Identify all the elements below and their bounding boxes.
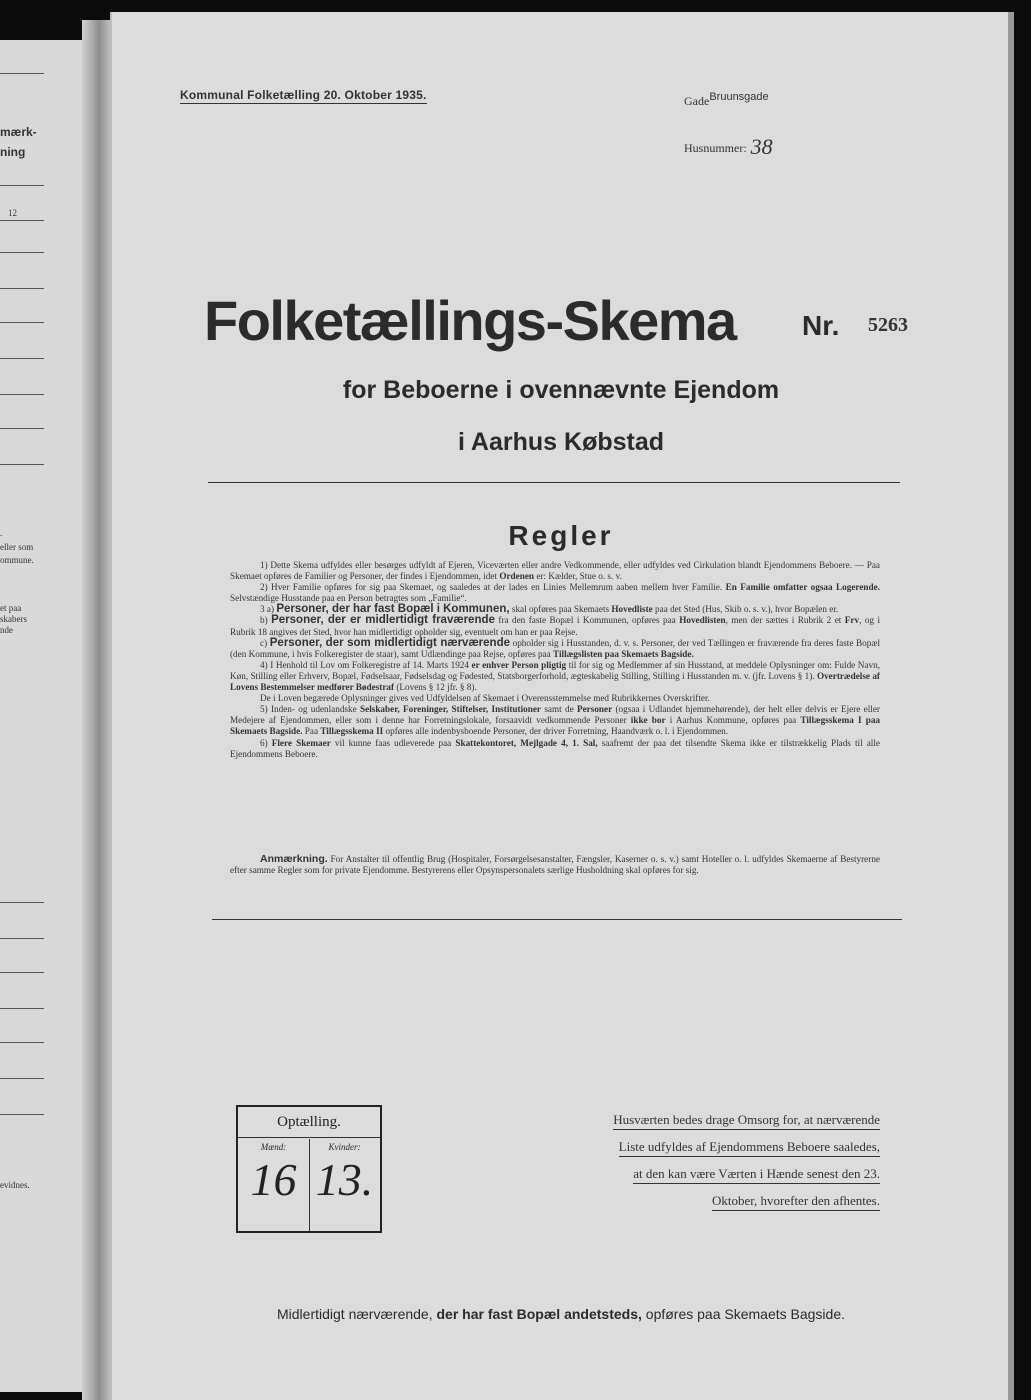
left-page-fragment: .: [0, 528, 3, 538]
form-number-label: Nr.: [802, 310, 840, 341]
left-page-rule: [0, 322, 44, 323]
rule-5: 5) Inden- og udenlandske Selskaber, Foreninger, Stiftelser, Institutioner samt de Personer (ogsaa i Udlandet hjemmehørende), der helt eller delvis er Ejere eller Medejere af Ejendommen, eller som i denne har Forretningslokale, forsaavidt vedkommende Personer ikke bor i Aarhus Kommune, opføres paa Tillægsskema I paa Skemaets Bagside. Paa Tillægsskema II opføres alle indenbysboende Personer, der driver Forretning, Haandværk o. l. i Ejendommen.: [230, 704, 881, 737]
tally-women-value: 13.: [315, 1154, 374, 1205]
left-page-fragment: mærk-: [0, 125, 37, 139]
left-page-rule: [0, 185, 44, 186]
rule-2: 2) Hver Familie opføres for sig paa Skemaet, og saaledes at der lades en Linies Mellemrum aaben mellem hver Familie. En Familie omfatter ogsaa Logerende. Selvstændige Husstande paa en Person betragtes som „Familie“.: [230, 582, 880, 604]
rule-3b: b) Personer, der er midlertidigt fraværende fra den faste Bopæl i Kommunen, opføres paa Hovedlisten, men der sættes i Rubrik 2 et Frv, og i Rubrik 18 angives det Sted, hvor han midlertidigt opholder sig, eventuelt om han er paa Rejse.: [230, 614, 881, 637]
form-subtitle: for Beboerne i ovennævnte Ejendom: [342, 376, 780, 404]
remark-label: Anmærkning.: [260, 853, 328, 865]
left-page-fragment: et paa: [0, 603, 22, 613]
left-facing-page: [0, 40, 82, 1392]
tally-men-label: Mænd:: [260, 1142, 287, 1152]
left-page-rule: [0, 394, 44, 395]
left-page-fragment: skabers: [0, 614, 27, 624]
rules-heading: Regler: [508, 520, 614, 551]
left-page-rule: [0, 1078, 44, 1079]
left-page-rule: [0, 938, 44, 939]
census-form-page: [110, 12, 1010, 1400]
host-notice-line: at den kan være Værten i Hænde senest den 23.: [633, 1166, 880, 1184]
left-page-rule: [0, 902, 44, 903]
left-page-fragment: ning: [0, 145, 26, 159]
rule-4b: De i Loven begærede Oplysninger gives ved Udfyldelsen af Skemaet i Overensstemmelse med Rubrikkernes Overskrifter.: [260, 693, 710, 704]
remark-note: [230, 854, 880, 876]
rule-4: 4) I Henhold til Lov om Folkeregistre af 14. Marts 1924 er enhver Person pligtig til for sig og Medlemmer af sin Husstand, at meddele Oplysninger om: Fulde Navn, Køn, Stilling eller Erhverv, Bopæl, Fødselsaar, Fødselsdag og Fødested, Statsborgerforhold, ægteskabelig Stilling, Stilling i Husstanden m. v. (jfr. Lovens § 1). Overtrædelse af Lovens Bestemmelser medfører Bødestraf (Lovens § 12 jfr. § 8).: [230, 659, 880, 693]
street-field: [684, 91, 769, 109]
left-page-rule: [0, 288, 44, 289]
left-page-rule: [0, 1114, 44, 1115]
left-page-fragment: ommune.: [0, 555, 34, 565]
tally-men-column: [238, 1139, 310, 1231]
form-number-value: 5263: [868, 314, 908, 336]
street-label: Gade: [684, 94, 710, 108]
book-gutter: [82, 20, 110, 1400]
tally-women-column: [309, 1139, 380, 1231]
form-location: i Aarhus Købstad: [457, 428, 665, 456]
street-value: Bruunsgade: [709, 91, 769, 103]
divider: [212, 919, 902, 920]
census-header: Kommunal Folketælling 20. Oktober 1935.: [180, 88, 427, 102]
house-number-label: Husnummer:: [684, 141, 747, 155]
host-notice-line: Liste udfyldes af Ejendommens Beboere saaledes,: [619, 1139, 880, 1157]
left-page-rule: [0, 972, 44, 973]
rule-3a: 3 a) Personer, der har fast Bopæl i Kommunen, skal opføres paa Skemaets Hovedliste paa det Sted (Hus, Skib o. s. v.), hvor Bopælen er.: [260, 603, 839, 616]
host-notice: [536, 1112, 880, 1220]
host-notice-line: Oktober, hvorefter den afhentes.: [712, 1193, 880, 1211]
tally-women-label: Kvinder:: [328, 1142, 361, 1152]
left-page-rule: [0, 464, 44, 465]
left-page-fragment: evidnes.: [0, 1180, 30, 1190]
form-title: Folketællings-Skema: [204, 289, 736, 352]
remark-text: For Anstalter til offentlig Brug (Hospitaler, Forsørgelsesanstalter, Fængsler, Kaserner o. s. v.) samt Hoteller o. l. udfyldes Skemaerne af Bestyrerne efter samme Regler som for private Ejendomme. Bestyrerens eller Opsynspersonalets særlige Husholdning skal opføres for sig.: [230, 854, 880, 876]
left-page-rule: [0, 1008, 44, 1009]
page-edge: [1008, 12, 1014, 1400]
left-page-rule: [0, 428, 44, 429]
host-notice-line: Husværten bedes drage Omsorg for, at nærværende: [613, 1112, 880, 1130]
rules-text: [230, 560, 880, 760]
house-number-field: [684, 132, 773, 158]
left-page-fragment: eller som: [0, 542, 34, 552]
rule-3c: c) Personer, der som midlertidigt nærværende opholder sig i Husstanden, d. v. s. Personer, der ved Tællingen er fraværende fra deres faste Bopæl (den Kommune, i hvis Folkeregister de staar), samt Udlændinge paa Rejse, opføres paa Tillægslisten paa Skemaets Bagside.: [230, 636, 880, 659]
left-page-rule: [0, 1042, 44, 1043]
tally-men-value: 16: [250, 1154, 297, 1205]
left-page-rule: [0, 252, 44, 253]
rule-6: 6) Flere Skemaer vil kunne faas udleverede paa Skattekontoret, Mejlgade 4, 1. Sal, saafremt der paa det tilsendte Skema ikke er tilstrækkelig Plads til alle Ejendommens Beboere.: [230, 737, 880, 759]
left-page-fragment: 12: [8, 208, 17, 218]
divider: [208, 482, 900, 483]
house-number-value: 38: [750, 134, 773, 159]
footer-note: Midlertidigt nærværende, der har fast Bopæl andetsteds, opføres paa Skemaets Bagside.: [276, 1306, 845, 1322]
left-page-rule: [0, 73, 44, 74]
rule-1: 1) Dette Skema udfyldes eller besørges udfyldt af Ejeren, Viceværten eller andre Vedkommende, eller udfyldes ved Cirkulation blandt Ejendommens Beboere. — Paa Skemaet opføres de Familier og Personer, der findes i Ejendommen, idet Ordenen er: Kælder, Stue o. s. v.: [230, 560, 880, 582]
left-page-rule: [0, 220, 44, 221]
left-page-fragment: nde: [0, 625, 13, 635]
left-page-rule: [0, 358, 44, 359]
tally-title: Optælling.: [238, 1107, 380, 1138]
tally-box: [236, 1105, 382, 1233]
